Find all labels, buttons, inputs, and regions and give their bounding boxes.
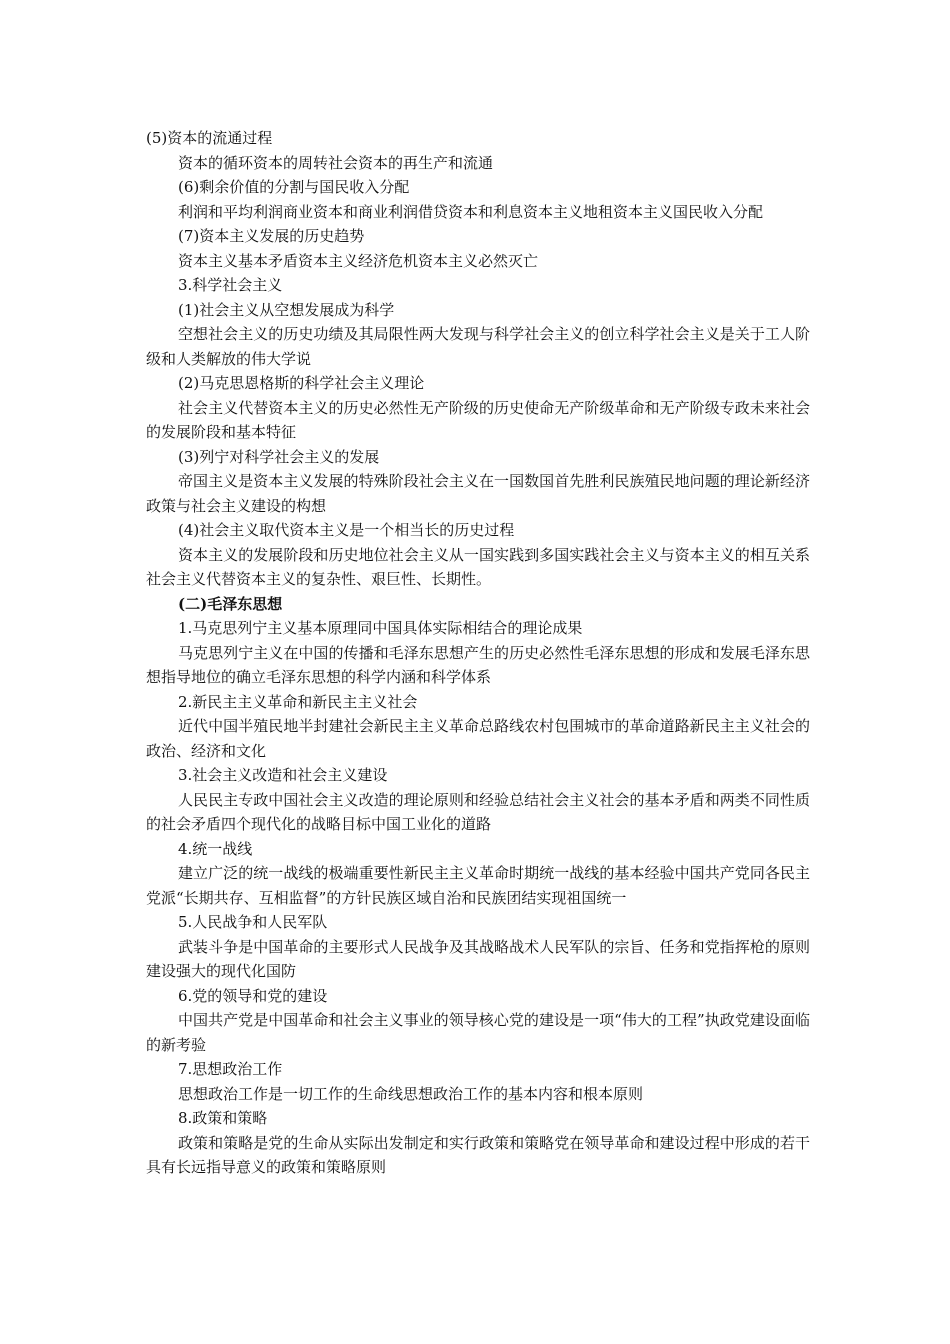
paragraph: 6.党的领导和党的建设 — [178, 986, 328, 1005]
paragraph: 思想政治工作是一切工作的生命线思想政治工作的基本内容和根本原则 — [178, 1084, 644, 1103]
paragraph: 空想社会主义的历史功绩及其局限性两大发现与科学社会主义的创立科学社会主义是关于工人阶级和人类解放的伟大学说 — [146, 325, 810, 368]
paragraph: 马克思列宁主义在中国的传播和毛泽东思想产生的历史必然性毛泽东思想的形成和发展毛泽东思想指导地位的确立毛泽东思想的科学内涵和科学体系 — [146, 643, 810, 686]
paragraph: (7)资本主义发展的历史趋势 — [178, 227, 365, 245]
paragraph: (5)资本的流通过程 — [146, 129, 273, 147]
paragraph: 中国共产党是中国革命和社会主义事业的领导核心党的建设是一项“伟大的工程”执政党建设面临的新考验 — [146, 1011, 810, 1054]
paragraph: 8.政策和策略 — [178, 1109, 268, 1127]
paragraph: 3.科学社会主义 — [178, 276, 283, 294]
paragraph: 1.马克思列宁主义基本原理同中国具体实际相结合的理论成果 — [178, 619, 583, 637]
paragraph: 建立广泛的统一战线的极端重要性新民主主义革命时期统一战线的基本经验中国共产党同各民主党派“长期共存、互相监督”的方针民族区域自治和民族团结实现祖国统一 — [146, 864, 810, 907]
paragraph: (3)列宁对科学社会主义的发展 — [178, 447, 380, 466]
paragraph: 资本的循环资本的周转社会资本的再生产和流通 — [178, 153, 494, 172]
paragraph: (1)社会主义从空想发展成为科学 — [178, 300, 395, 319]
paragraph: (4)社会主义取代资本主义是一个相当长的历史过程 — [178, 521, 515, 539]
paragraph: (6)剩余价值的分割与国民收入分配 — [178, 178, 410, 196]
paragraph: 3.社会主义改造和社会主义建设 — [178, 766, 388, 784]
paragraph: 资本主义的发展阶段和历史地位社会主义从一国实践到多国实践社会主义与资本主义的相互关系社会主义代替资本主义的复杂性、艰巨性、长期性。 — [146, 545, 810, 588]
paragraph: 人民民主专政中国社会主义改造的理论原则和经验总结社会主义社会的基本矛盾和两类不同性质的社会矛盾四个现代化的战略目标中国工业化的道路 — [146, 790, 810, 833]
paragraph: 7.思想政治工作 — [178, 1060, 283, 1078]
document-page — [146, 126, 810, 1180]
paragraph: 5.人民战争和人民军队 — [178, 913, 328, 931]
paragraph: 4.统一战线 — [178, 839, 253, 858]
paragraph: 社会主义代替资本主义的历史必然性无产阶级的历史使命无产阶级革命和无产阶级专政未来社会的发展阶段和基本特征 — [146, 398, 810, 441]
paragraph: 政策和策略是党的生命从实际出发制定和实行政策和策略党在领导革命和建设过程中形成的若干具有长远指导意义的政策和策略原则 — [146, 1133, 810, 1176]
paragraph: 武装斗争是中国革命的主要形式人民战争及其战略战术人民军队的宗旨、任务和党指挥枪的原则建设强大的现代化国防 — [146, 937, 810, 980]
paragraph: 2.新民主主义革命和新民主主义社会 — [178, 692, 418, 711]
paragraph: (2)马克思恩格斯的科学社会主义理论 — [178, 374, 425, 392]
paragraph: 利润和平均利润商业资本和商业利润借贷资本和利息资本主义地租资本主义国民收入分配 — [178, 202, 764, 221]
paragraph: 帝国主义是资本主义发展的特殊阶段社会主义在一国数国首先胜利民族殖民地问题的理论新经济政策与社会主义建设的构想 — [146, 472, 810, 515]
section-heading: (二)毛泽东思想 — [178, 594, 283, 613]
paragraph: 资本主义基本矛盾资本主义经济危机资本主义必然灭亡 — [178, 251, 539, 270]
paragraph: 近代中国半殖民地半封建社会新民主主义革命总路线农村包围城市的革命道路新民主主义社会的政治、经济和文化 — [146, 717, 810, 760]
